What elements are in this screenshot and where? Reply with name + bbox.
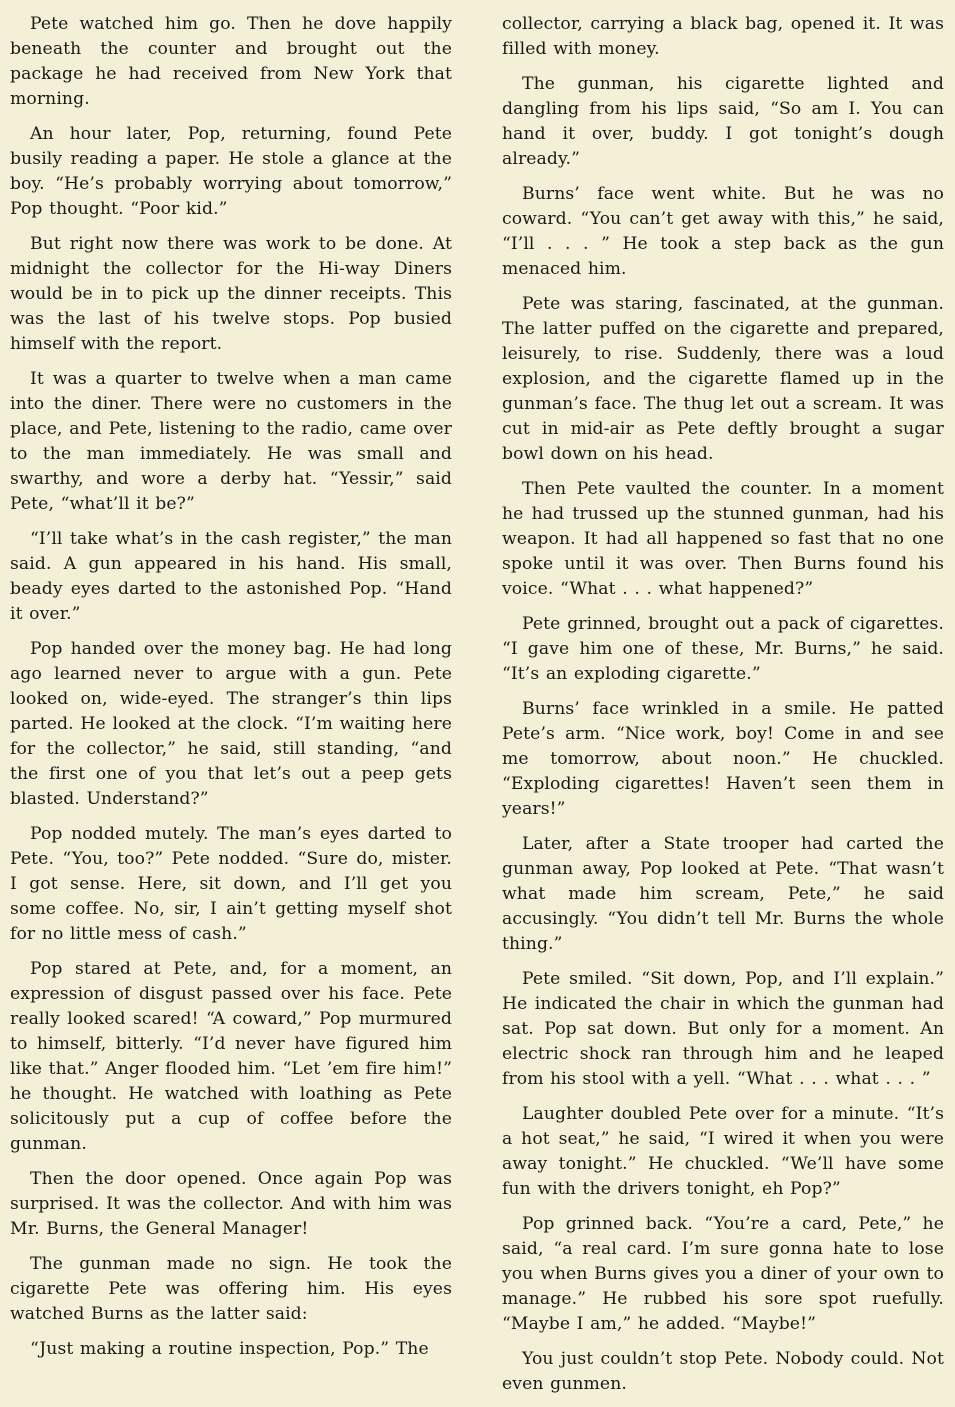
- paragraph: Pop handed over the money bag. He had long ago learned never to argue with a gun. Pete looked on, wide-eyed. The stranger’s thin lips parted. He looked at the clock. “I’m waiting here for the collector,” he said, still standing, “and the first one of you that let’s out a peep gets blasted. Understand?”: [10, 639, 452, 809]
- paragraph: Laughter doubled Pete over for a minute. “It’s a hot seat,” he said, “I wired it when you were away tonight.” He chuckled. “We’ll have some fun with the drivers tonight, eh Pop?”: [502, 1104, 944, 1199]
- paragraph: Then Pete vaulted the counter. In a moment he had trussed up the stunned gunman, had his weapon. It had all happened so fast that no one spoke until it was over. Then Burns found his voice. “What . . . what happened?”: [502, 479, 944, 599]
- left-column: [10, 12, 452, 1372]
- paragraph: “Just making a routine inspection, Pop.” The: [30, 1339, 429, 1359]
- paragraph: Pete watched him go. Then he dove happily beneath the counter and brought out the package he had received from New York that morning.: [10, 14, 452, 109]
- paragraph: The gunman made no sign. He took the cigarette Pete was offering him. His eyes watched Burns as the latter said:: [10, 1254, 452, 1324]
- paragraph: But right now there was work to be done. At midnight the collector for the Hi-way Diners would be in to pick up the dinner receipts. This was the last of his twelve stops. Pop busied himself with the report.: [10, 234, 452, 354]
- paragraph: Pop stared at Pete, and, for a moment, an expression of disgust passed over his face. Pete really looked scared! “A coward,” Pop murmured to himself, bitterly. “I’d never have figured him like that.” Anger flooded him. “Let ’em fire him!” he thought. He watched with loathing as Pete solicitously put a cup of coffee before the gunman.: [10, 959, 452, 1154]
- paragraph: You just couldn’t stop Pete. Nobody could. Not even gunmen.: [502, 1349, 944, 1394]
- paragraph: Burns’ face wrinkled in a smile. He patted Pete’s arm. “Nice work, boy! Come in and see me tomorrow, about noon.” He chuckled. “Exploding cigarettes! Haven’t seen them in years!”: [502, 699, 944, 819]
- paragraph: It was a quarter to twelve when a man came into the diner. There were no customers in the place, and Pete, listening to the radio, came over to the man immediately. He was small and swarthy, and wore a derby hat. “Yessir,” said Pete, “what’ll it be?”: [10, 369, 452, 514]
- paragraph: Pete smiled. “Sit down, Pop, and I’ll explain.” He indicated the chair in which the gunman had sat. Pop sat down. But only for a moment. An electric shock ran through him and he leaped from his stool with a yell. “What . . . what . . . ”: [502, 969, 944, 1089]
- paragraph: Pop grinned back. “You’re a card, Pete,” he said, “a real card. I’m sure gonna hate to lose you when Burns gives you a diner of your own to manage.” He rubbed his sore spot ruefully. “Maybe I am,” he added. “Maybe!”: [502, 1214, 944, 1334]
- paragraph: Burns’ face went white. But he was no coward. “You can’t get away with this,” he said, “I’ll . . . ” He took a step back as the gun menaced him.: [502, 184, 944, 279]
- paragraph: Later, after a State trooper had carted the gunman away, Pop looked at Pete. “That wasn’t what made him scream, Pete,” he said accusingly. “You didn’t tell Mr. Burns the whole thing.”: [502, 834, 944, 954]
- paragraph: “I’ll take what’s in the cash register,” the man said. A gun appeared in his hand. His small, beady eyes darted to the astonished Pop. “Hand it over.”: [10, 529, 452, 624]
- paragraph: Pop nodded mutely. The man’s eyes darted to Pete. “You, too?” Pete nodded. “Sure do, mister. I got sense. Here, sit down, and I’ll get you some coffee. No, sir, I ain’t getting myself shot for no little mess of cash.”: [10, 824, 452, 944]
- paragraph: Then the door opened. Once again Pop was surprised. It was the collector. And with him was Mr. Burns, the General Manager!: [10, 1169, 452, 1239]
- paragraph: The gunman, his cigarette lighted and dangling from his lips said, “So am I. You can hand it over, buddy. I got tonight’s dough already.”: [502, 74, 944, 169]
- paragraph: An hour later, Pop, returning, found Pete busily reading a paper. He stole a glance at the boy. “He’s probably worrying about tomorrow,” Pop thought. “Poor kid.”: [10, 124, 452, 219]
- paragraph: Pete grinned, brought out a pack of cigarettes. “I gave him one of these, Mr. Burns,” he said. “It’s an exploding cigarette.”: [502, 614, 944, 684]
- paragraph: collector, carrying a black bag, opened it. It was filled with money.: [502, 14, 944, 59]
- paragraph: Pete was staring, fascinated, at the gunman. The latter puffed on the cigarette and prepared, leisurely, to rise. Suddenly, there was a loud explosion, and the cigarette flamed up in the gunman’s face. The thug let out a scream. It was cut in mid-air as Pete deftly brought a sugar bowl down on his head.: [502, 294, 944, 464]
- right-column: [502, 12, 944, 1407]
